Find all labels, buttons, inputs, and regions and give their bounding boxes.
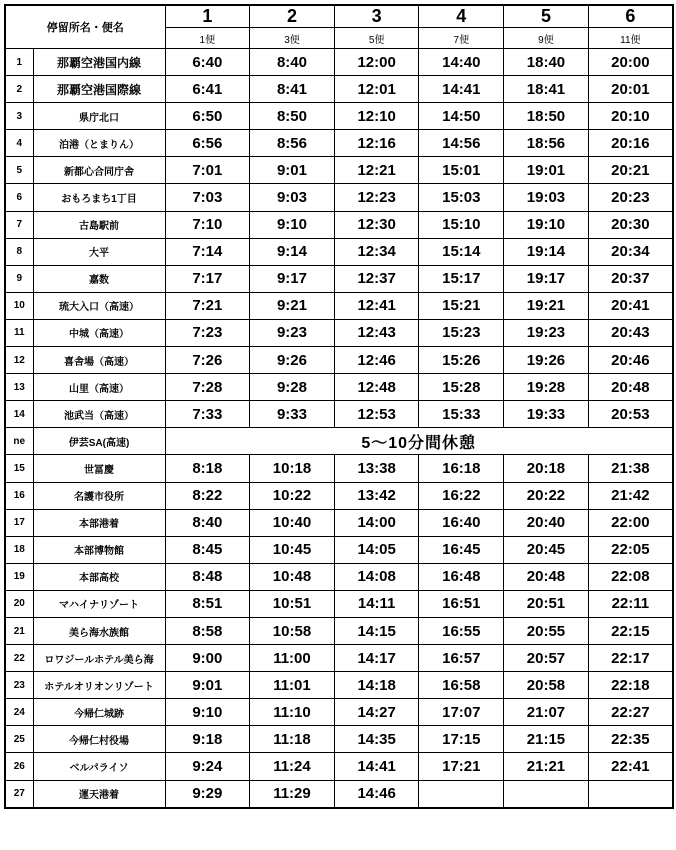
- bus-number-header: 6: [588, 5, 673, 28]
- timetable-row: [5, 753, 673, 780]
- timetable-row: [5, 76, 673, 103]
- departure-time: 9:26: [250, 347, 335, 374]
- stop-number: 8: [5, 238, 33, 265]
- departure-time: 10:45: [250, 536, 335, 563]
- stop-name: 喜舎場（高速）: [33, 347, 165, 374]
- departure-time: 16:40: [419, 509, 504, 536]
- departure-time: 15:10: [419, 211, 504, 238]
- run-name-header: 11便: [588, 28, 673, 49]
- departure-time: 15:23: [419, 319, 504, 346]
- departure-time: 14:17: [334, 645, 419, 672]
- departure-time: 20:01: [588, 76, 673, 103]
- timetable-body: [5, 49, 673, 808]
- departure-time: 12:41: [334, 292, 419, 319]
- departure-time: 10:51: [250, 590, 335, 617]
- departure-time: 20:30: [588, 211, 673, 238]
- departure-time: 11:24: [250, 753, 335, 780]
- departure-time: 9:33: [250, 401, 335, 428]
- departure-time: 16:48: [419, 563, 504, 590]
- stop-name: 運天港着: [33, 780, 165, 808]
- stop-number: 16: [5, 482, 33, 509]
- departure-time: 8:51: [165, 590, 250, 617]
- departure-time: 8:45: [165, 536, 250, 563]
- departure-time: 6:56: [165, 130, 250, 157]
- departure-time: 22:41: [588, 753, 673, 780]
- stop-name: 中城（高速）: [33, 319, 165, 346]
- timetable-row: [5, 563, 673, 590]
- stop-name: 嘉数: [33, 265, 165, 292]
- stop-number: 3: [5, 103, 33, 130]
- departure-time: 15:28: [419, 374, 504, 401]
- stop-name: 泊港（とまりん）: [33, 130, 165, 157]
- stop-name: 県庁北口: [33, 103, 165, 130]
- departure-time: 12:16: [334, 130, 419, 157]
- departure-time: 7:23: [165, 319, 250, 346]
- departure-time: 22:18: [588, 672, 673, 699]
- timetable-row: [5, 699, 673, 726]
- stop-number: 22: [5, 645, 33, 672]
- departure-time: 10:58: [250, 617, 335, 644]
- departure-time: 20:58: [504, 672, 589, 699]
- departure-time: 22:08: [588, 563, 673, 590]
- stop-number: 27: [5, 780, 33, 808]
- stop-name: ベルパライソ: [33, 753, 165, 780]
- departure-time: 14:50: [419, 103, 504, 130]
- timetable-row: [5, 265, 673, 292]
- stop-number: 5: [5, 157, 33, 184]
- departure-time: 14:46: [334, 780, 419, 808]
- timetable-row: [5, 374, 673, 401]
- stop-name: おもろまち1丁目: [33, 184, 165, 211]
- departure-time: 20:18: [504, 455, 589, 482]
- stop-name: 那覇空港国際線: [33, 76, 165, 103]
- stop-name: 世冨慶: [33, 455, 165, 482]
- departure-time: 8:48: [165, 563, 250, 590]
- departure-time: 9:21: [250, 292, 335, 319]
- departure-time: 12:00: [334, 49, 419, 76]
- timetable-row: [5, 319, 673, 346]
- departure-time: 9:18: [165, 726, 250, 753]
- departure-time: 11:29: [250, 780, 335, 808]
- departure-time: 6:50: [165, 103, 250, 130]
- departure-time: 22:00: [588, 509, 673, 536]
- departure-time: 8:22: [165, 482, 250, 509]
- departure-time: 19:21: [504, 292, 589, 319]
- departure-time: 20:48: [504, 563, 589, 590]
- stop-number: 4: [5, 130, 33, 157]
- departure-time: 20:40: [504, 509, 589, 536]
- departure-time: 15:01: [419, 157, 504, 184]
- bus-timetable: [4, 4, 674, 809]
- run-name-header: 5便: [334, 28, 419, 49]
- departure-time: 11:01: [250, 672, 335, 699]
- departure-time: 8:41: [250, 76, 335, 103]
- departure-time: 20:41: [588, 292, 673, 319]
- departure-time: 10:48: [250, 563, 335, 590]
- timetable-row: [5, 726, 673, 753]
- departure-time: 7:03: [165, 184, 250, 211]
- stop-name: 美ら海水族館: [33, 617, 165, 644]
- stop-number: 21: [5, 617, 33, 644]
- departure-time: 15:33: [419, 401, 504, 428]
- departure-time: 12:10: [334, 103, 419, 130]
- departure-time: 21:21: [504, 753, 589, 780]
- departure-time: 14:40: [419, 49, 504, 76]
- stop-number: 10: [5, 292, 33, 319]
- departure-time: 21:07: [504, 699, 589, 726]
- stop-number: 1: [5, 49, 33, 76]
- run-name-header: 9便: [504, 28, 589, 49]
- departure-time: 22:17: [588, 645, 673, 672]
- departure-time: 9:10: [165, 699, 250, 726]
- stop-name: 名護市役所: [33, 482, 165, 509]
- stop-number: 25: [5, 726, 33, 753]
- departure-time: 17:15: [419, 726, 504, 753]
- departure-time: 10:40: [250, 509, 335, 536]
- timetable-row: [5, 49, 673, 76]
- timetable-row: [5, 103, 673, 130]
- departure-time: 20:22: [504, 482, 589, 509]
- departure-time: 12:01: [334, 76, 419, 103]
- run-name-header: 7便: [419, 28, 504, 49]
- departure-time: 21:15: [504, 726, 589, 753]
- stop-name: 古島駅前: [33, 211, 165, 238]
- departure-time: 9:24: [165, 753, 250, 780]
- departure-time: 14:27: [334, 699, 419, 726]
- departure-time: 8:18: [165, 455, 250, 482]
- timetable-row: [5, 590, 673, 617]
- departure-time: 18:56: [504, 130, 589, 157]
- departure-time: 19:26: [504, 347, 589, 374]
- departure-time: 20:16: [588, 130, 673, 157]
- departure-time: 14:15: [334, 617, 419, 644]
- departure-time: 21:38: [588, 455, 673, 482]
- departure-time: 20:21: [588, 157, 673, 184]
- departure-time: 9:23: [250, 319, 335, 346]
- departure-time: 20:43: [588, 319, 673, 346]
- stop-number: 2: [5, 76, 33, 103]
- timetable-row: [5, 347, 673, 374]
- departure-time: 10:22: [250, 482, 335, 509]
- departure-time: 9:03: [250, 184, 335, 211]
- departure-time: 7:10: [165, 211, 250, 238]
- departure-time: 19:28: [504, 374, 589, 401]
- timetable-row: [5, 645, 673, 672]
- departure-time: 16:45: [419, 536, 504, 563]
- departure-time: 8:40: [250, 49, 335, 76]
- departure-time: 12:46: [334, 347, 419, 374]
- departure-time: 18:41: [504, 76, 589, 103]
- stop-number: 18: [5, 536, 33, 563]
- stop-number: 17: [5, 509, 33, 536]
- stop-number: 11: [5, 319, 33, 346]
- departure-time: 20:34: [588, 238, 673, 265]
- departure-time: [504, 780, 589, 808]
- timetable-container: [4, 4, 674, 809]
- departure-time: 15:17: [419, 265, 504, 292]
- departure-time: 14:18: [334, 672, 419, 699]
- bus-number-header: 5: [504, 5, 589, 28]
- departure-time: 7:26: [165, 347, 250, 374]
- timetable-row: [5, 401, 673, 428]
- stop-number: 9: [5, 265, 33, 292]
- timetable-row: [5, 672, 673, 699]
- timetable-row: [5, 211, 673, 238]
- departure-time: 20:10: [588, 103, 673, 130]
- departure-time: 22:27: [588, 699, 673, 726]
- departure-time: 9:28: [250, 374, 335, 401]
- stop-name: 本部博物館: [33, 536, 165, 563]
- departure-time: 15:26: [419, 347, 504, 374]
- stop-name: 新都心合同庁舎: [33, 157, 165, 184]
- departure-time: 15:21: [419, 292, 504, 319]
- departure-time: 15:03: [419, 184, 504, 211]
- timetable-row: [5, 130, 673, 157]
- timetable-row: [5, 780, 673, 808]
- departure-time: 19:23: [504, 319, 589, 346]
- stop-name: 山里（高速）: [33, 374, 165, 401]
- departure-time: 9:17: [250, 265, 335, 292]
- departure-time: 22:11: [588, 590, 673, 617]
- stop-number: 7: [5, 211, 33, 238]
- departure-time: 14:08: [334, 563, 419, 590]
- departure-time: 9:14: [250, 238, 335, 265]
- departure-time: 7:01: [165, 157, 250, 184]
- departure-time: [588, 780, 673, 808]
- departure-time: 22:35: [588, 726, 673, 753]
- departure-time: 20:48: [588, 374, 673, 401]
- departure-time: 18:50: [504, 103, 589, 130]
- timetable-row: [5, 536, 673, 563]
- timetable-row: [5, 157, 673, 184]
- stop-number: 19: [5, 563, 33, 590]
- departure-time: 12:21: [334, 157, 419, 184]
- departure-time: 19:03: [504, 184, 589, 211]
- departure-time: 22:05: [588, 536, 673, 563]
- departure-time: 9:29: [165, 780, 250, 808]
- stop-number: 23: [5, 672, 33, 699]
- departure-time: 6:40: [165, 49, 250, 76]
- stop-number: 26: [5, 753, 33, 780]
- departure-time: 20:23: [588, 184, 673, 211]
- departure-time: 12:53: [334, 401, 419, 428]
- departure-time: 12:37: [334, 265, 419, 292]
- departure-time: 19:14: [504, 238, 589, 265]
- stop-name: ロワジールホテル美ら海: [33, 645, 165, 672]
- stop-name: 那覇空港国内線: [33, 49, 165, 76]
- stop-number: 20: [5, 590, 33, 617]
- departure-time: 7:33: [165, 401, 250, 428]
- departure-time: 7:17: [165, 265, 250, 292]
- timetable-row: [5, 292, 673, 319]
- stop-number: 13: [5, 374, 33, 401]
- departure-time: 12:30: [334, 211, 419, 238]
- stop-name: マハイナリゾート: [33, 590, 165, 617]
- timetable-row: [5, 617, 673, 644]
- departure-time: 9:00: [165, 645, 250, 672]
- departure-time: 20:00: [588, 49, 673, 76]
- stop-name: 大平: [33, 238, 165, 265]
- departure-time: 9:01: [165, 672, 250, 699]
- departure-time: 22:15: [588, 617, 673, 644]
- timetable-row: [5, 482, 673, 509]
- departure-time: 13:42: [334, 482, 419, 509]
- departure-time: [419, 780, 504, 808]
- departure-time: 19:33: [504, 401, 589, 428]
- departure-time: 16:57: [419, 645, 504, 672]
- run-name-header: 1便: [165, 28, 250, 49]
- departure-time: 20:57: [504, 645, 589, 672]
- header-row-bus-numbers: [5, 5, 673, 28]
- stop-name: 伊芸SA(高速): [33, 428, 165, 455]
- stop-name: 今帰仁村役場: [33, 726, 165, 753]
- stop-number: 24: [5, 699, 33, 726]
- departure-time: 12:48: [334, 374, 419, 401]
- stop-number: 14: [5, 401, 33, 428]
- bus-number-header: 2: [250, 5, 335, 28]
- stop-name: 今帰仁城跡: [33, 699, 165, 726]
- departure-time: 8:58: [165, 617, 250, 644]
- departure-time: 20:51: [504, 590, 589, 617]
- departure-time: 7:21: [165, 292, 250, 319]
- departure-time: 9:10: [250, 211, 335, 238]
- departure-time: 20:46: [588, 347, 673, 374]
- departure-time: 8:40: [165, 509, 250, 536]
- departure-time: 16:58: [419, 672, 504, 699]
- run-name-header: 3便: [250, 28, 335, 49]
- departure-time: 20:55: [504, 617, 589, 644]
- departure-time: 16:18: [419, 455, 504, 482]
- rest-stop-row: [5, 428, 673, 455]
- departure-time: 11:00: [250, 645, 335, 672]
- departure-time: 18:40: [504, 49, 589, 76]
- departure-time: 14:41: [334, 753, 419, 780]
- departure-time: 19:10: [504, 211, 589, 238]
- stop-name: 池武当（高速）: [33, 401, 165, 428]
- stop-number: 12: [5, 347, 33, 374]
- departure-time: 20:45: [504, 536, 589, 563]
- departure-time: 8:50: [250, 103, 335, 130]
- bus-number-header: 4: [419, 5, 504, 28]
- stop-number: 6: [5, 184, 33, 211]
- departure-time: 14:41: [419, 76, 504, 103]
- departure-time: 6:41: [165, 76, 250, 103]
- timetable-row: [5, 455, 673, 482]
- departure-time: 14:05: [334, 536, 419, 563]
- bus-number-header: 1: [165, 5, 250, 28]
- departure-time: 21:42: [588, 482, 673, 509]
- departure-time: 12:43: [334, 319, 419, 346]
- departure-time: 14:56: [419, 130, 504, 157]
- departure-time: 11:10: [250, 699, 335, 726]
- stop-number: 15: [5, 455, 33, 482]
- stop-column-header: 停留所名・便名: [5, 5, 165, 49]
- stop-name: 本部港着: [33, 509, 165, 536]
- departure-time: 12:34: [334, 238, 419, 265]
- departure-time: 14:00: [334, 509, 419, 536]
- departure-time: 17:21: [419, 753, 504, 780]
- departure-time: 7:14: [165, 238, 250, 265]
- timetable-row: [5, 184, 673, 211]
- departure-time: 8:56: [250, 130, 335, 157]
- departure-time: 16:51: [419, 590, 504, 617]
- stop-name: 本部高校: [33, 563, 165, 590]
- departure-time: 20:37: [588, 265, 673, 292]
- departure-time: 19:17: [504, 265, 589, 292]
- departure-time: 17:07: [419, 699, 504, 726]
- departure-time: 14:35: [334, 726, 419, 753]
- departure-time: 20:53: [588, 401, 673, 428]
- departure-time: 10:18: [250, 455, 335, 482]
- departure-time: 19:01: [504, 157, 589, 184]
- departure-time: 13:38: [334, 455, 419, 482]
- timetable-row: [5, 238, 673, 265]
- stop-name: 琉大入口（高速）: [33, 292, 165, 319]
- departure-time: 9:01: [250, 157, 335, 184]
- stop-name: ホテルオリオンリゾート: [33, 672, 165, 699]
- bus-number-header: 3: [334, 5, 419, 28]
- departure-time: 16:55: [419, 617, 504, 644]
- departure-time: 11:18: [250, 726, 335, 753]
- departure-time: 14:11: [334, 590, 419, 617]
- rest-break-note: 5～10分間休憩: [165, 428, 673, 455]
- timetable-row: [5, 509, 673, 536]
- departure-time: 12:23: [334, 184, 419, 211]
- departure-time: 16:22: [419, 482, 504, 509]
- departure-time: 15:14: [419, 238, 504, 265]
- stop-number: ne: [5, 428, 33, 455]
- departure-time: 7:28: [165, 374, 250, 401]
